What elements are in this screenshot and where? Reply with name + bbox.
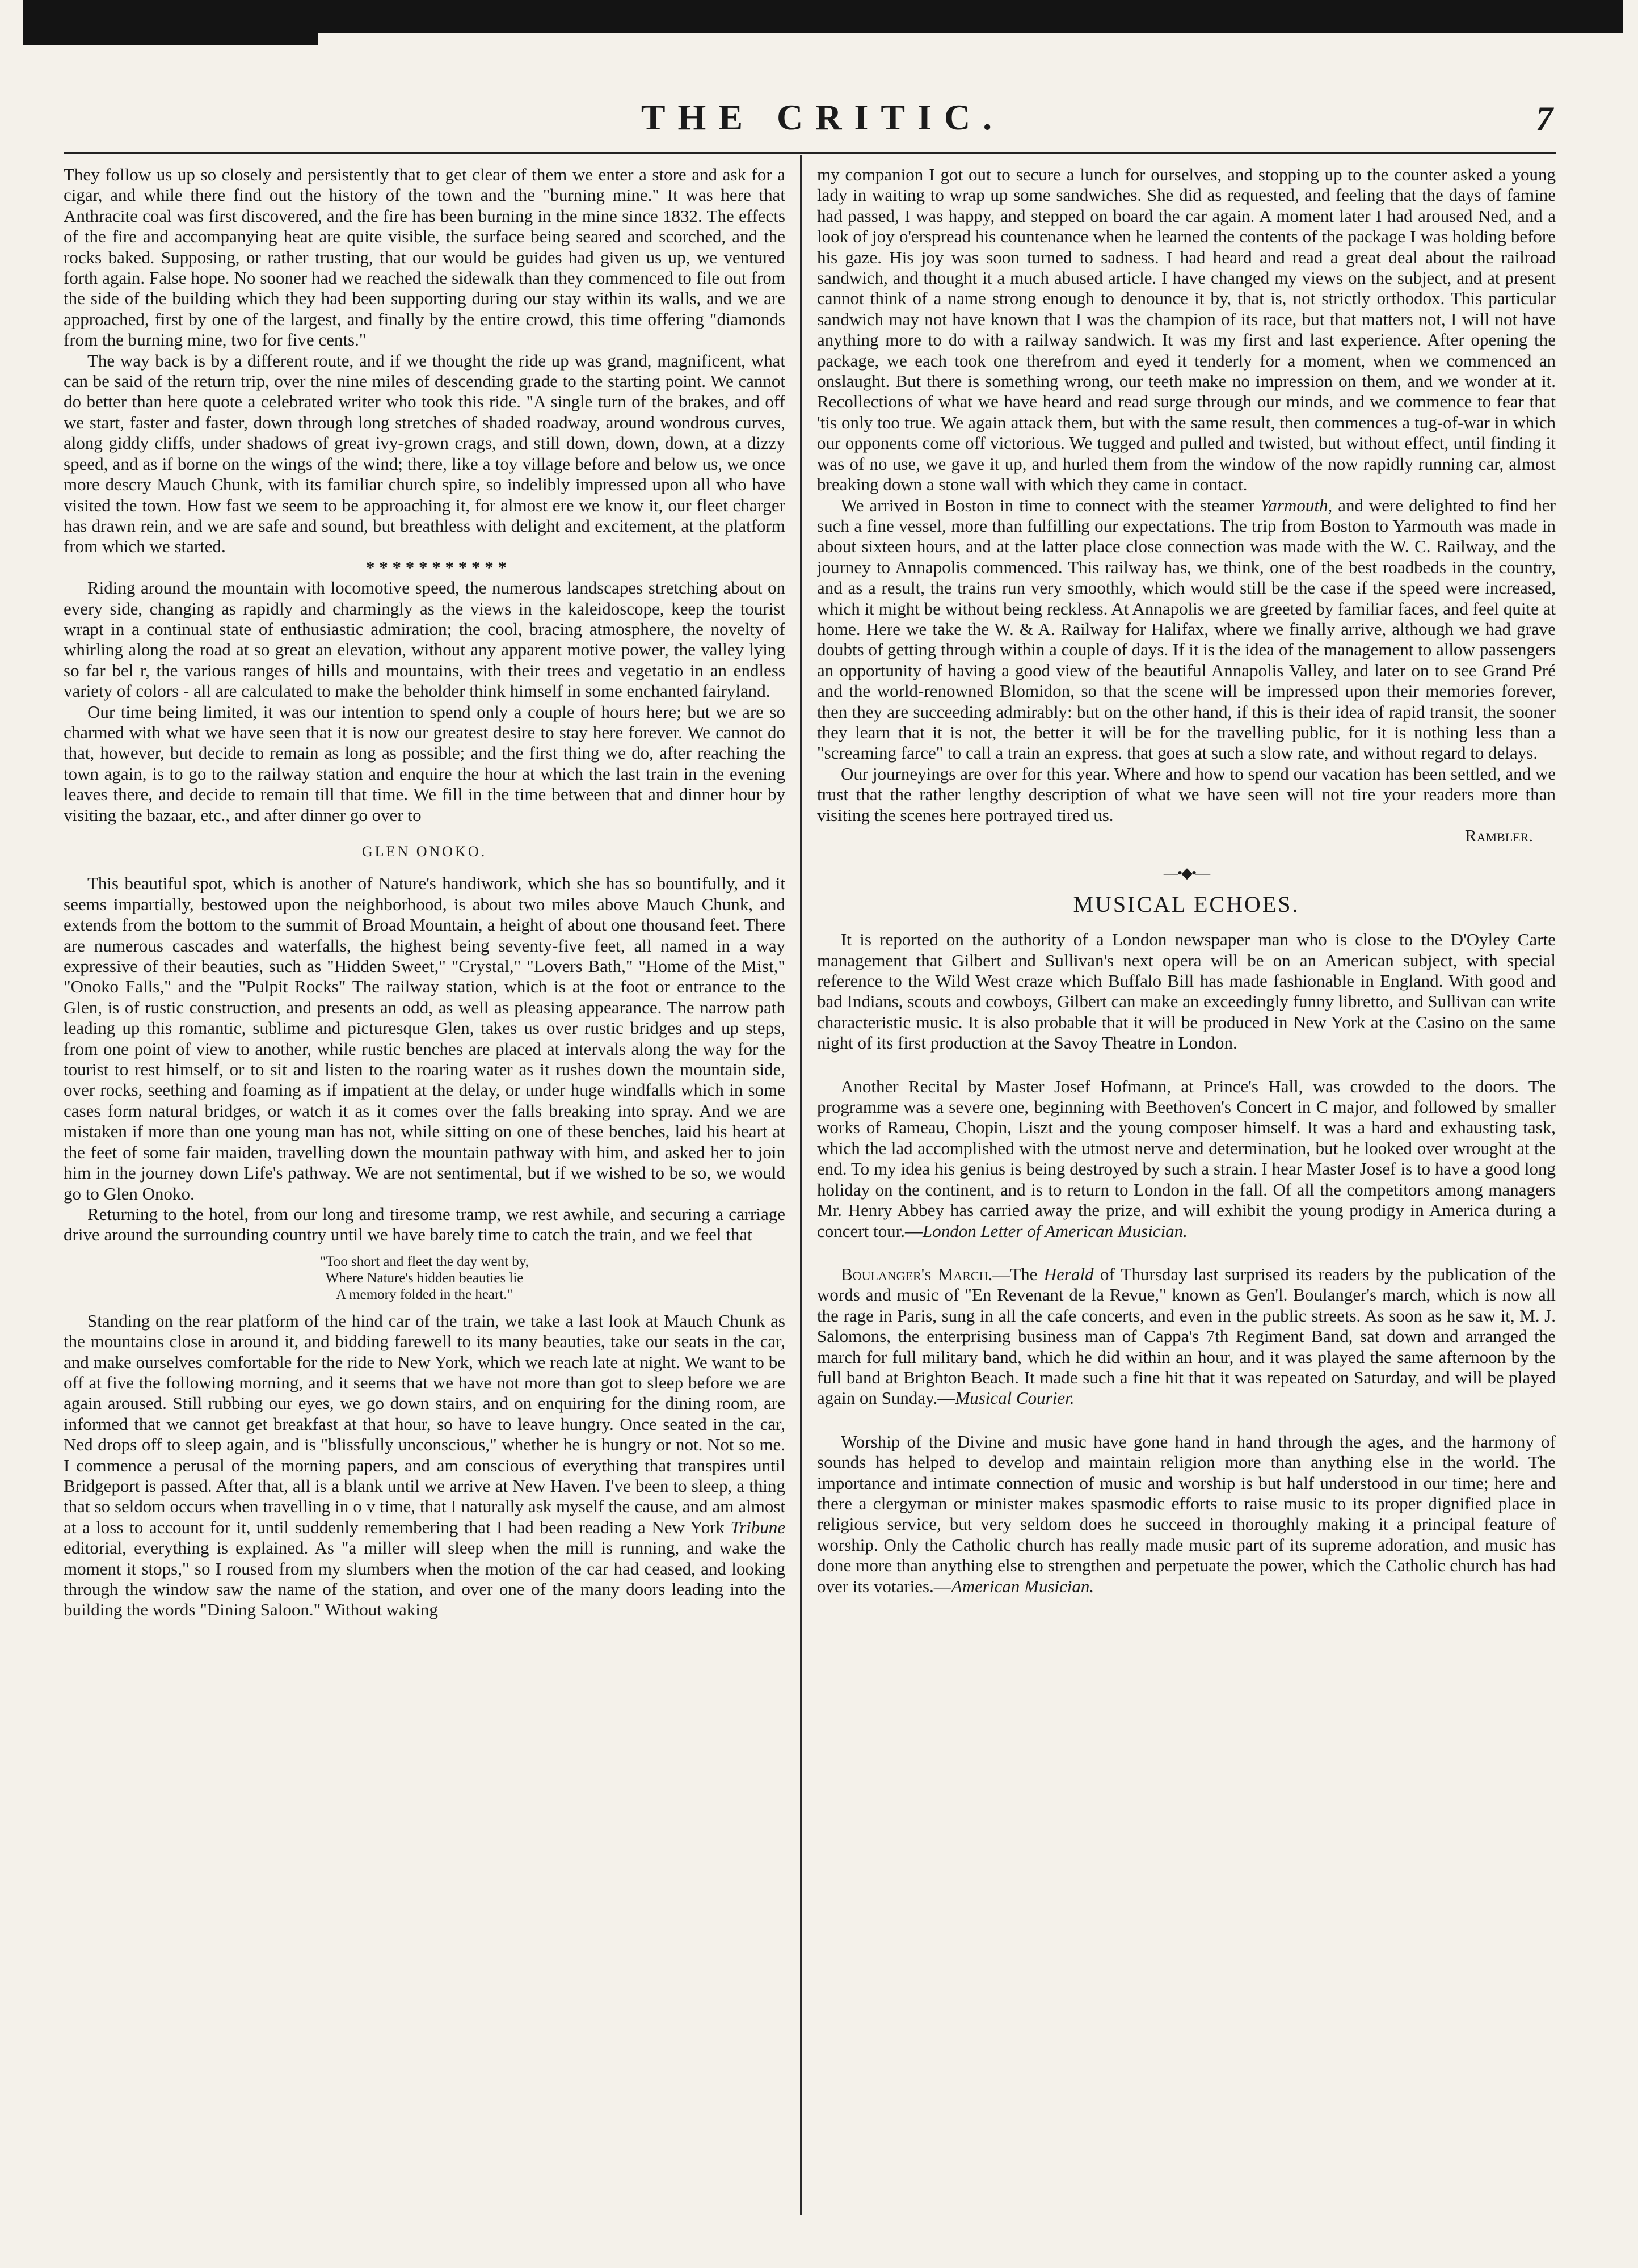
paragraph: Riding around the mountain with locomotive speed, the numerous landscapes stretching about on every side, changing as rapidly and charmingly as the views in the kaleidoscope, keep the tourist wrapt in a continual state of enthusiastic admiration; the cool, bracing atmosphere, the novelty of whirling along the road at so great an elevation, without any apparent motive power, the valley lying so far bel r, the various ranges of hills and mountains, with their trees and vegetatio in an endless variety of colors - all are calculated to make the beholder think himself in some enchanted fairyland.: [64, 578, 785, 701]
page-number: 7: [1536, 100, 1553, 137]
top-border-bar: [23, 0, 1623, 33]
section-break-stars: * * * * * * * * * * *: [366, 557, 507, 577]
paragraph-text: —The: [992, 1264, 1038, 1284]
paragraph: [817, 495, 1556, 764]
verse-line: A memory folded in the heart.": [336, 1286, 513, 1302]
top-border-tab: [23, 33, 318, 45]
left-column: [64, 165, 785, 2213]
item-lead: Boulanger's March.: [841, 1264, 993, 1284]
source-citation: Musical Courier.: [955, 1388, 1075, 1408]
paragraph: my companion I got out to secure a lunch for ourselves, and stopping up to the counter asked a young lady in waiting to wrap up some sandwiches. She did as requested, and feeling that the days of famine had passed, I was happy, and stepped on board the car again. A moment later I had aroused Ned, and a look of joy o'erspread his countenance when he learned the contents of the package I was holding before his gaze. His joy was soon turned to sadness. I had heard and read a great deal about the railroad sandwich, and thought it a much abused article. I have changed my views on the subject, and at present cannot think of a name strong enough to denounce it by, that is, not strictly orthodox. This particular sandwich may not have known that I was the champion of its race, but that matters not, I will not have anything more to do with a railway sandwich. It was my first and last experience. After opening the package, we each took one therefrom and eyed it tenderly for a moment, when we commenced an onslaught. But there is something wrong, our teeth make no impression on them, and we wonder at it. Recollections of what we have heard and read surge through our minds, and we commence to fear that 'tis only too true. We again attack them, but with the same result, then commences a tug-of-war in which our opponents come off victorious. We tugged and pulled and twisted, but without effect, until finding it was of no use, we gave it up, and hurled them from the window of the now rapidly running car, almost breaking down a stone wall with which they came in contact.: [817, 165, 1556, 495]
source-citation: American Musician.: [951, 1576, 1094, 1596]
paragraph: Returning to the hotel, from our long and tiresome tramp, we rest awhile, and securing a carriage drive around the surrounding country until we have barely time to catch the train, and we feel that: [64, 1204, 785, 1245]
paragraph: [64, 1311, 785, 1621]
source-citation: London Letter of American Musician.: [922, 1221, 1188, 1241]
paragraph: They follow us up so closely and persistently that to get clear of them we enter a store and ask for a cigar, and while there find out the history of the town and the "burning mine." It was here that Anthracite coal was first discovered, and the fire has been burning in the mine since 1832. The effects of the fire and accompanying heat are quite visible, the surface being seared and scorched, and the rocks baked. Supposing, or rather trusting, that our would be guides had given us up, we ventured forth again. False hope. No sooner had we reached the sidewalk than they commenced to file out from the side of the building which they had been supporting during our stay within its walls, and we are approached, first by one of the largest, and finally by the entire crowd, this time offering "diamonds from the burning mine, two for five cents.": [64, 165, 785, 350]
newspaper-name: Herald: [1043, 1264, 1094, 1284]
subheading-glen-onoko: GLEN ONOKO.: [361, 843, 487, 860]
masthead-title: THE CRITIC.: [641, 97, 1005, 137]
paragraph-text: Standing on the rear platform of the hind car of the train, we take a last look at Mauch Chunk as the mountains close in around it, and bidding farewell to its many beauties, take our seats in the car, and make ourselves comfortable for the ride to New York, which we reach late at night. We want to be off at five the following morning, and it seems that we have not more than got to sleep before we are again aroused. Still rubbing our eyes, we go down stairs, and on enquiring for the dining room, are informed that we cannot get breakfast at that hour, so have to leave hungry. Once seated in the car, Ned drops off to sleep again, and is "blissfully unconscious," whether he is hungry or not. Not so me. I commence a perusal of the morning papers, and am conscious of everything that transpires until Bridgeport is passed. After that, all is a blank until we arrive at New Haven. I've been to sleep, a thing that so seldom occurs when travelling in o v time, that I naturally ask myself the cause, and am almost at a loss to account for it, until suddenly remembering that I had been reading a New York: [64, 1310, 785, 1537]
paragraph-text: Another Recital by Master Josef Hofmann, at Prince's Hall, was crowded to the doors. The programme was a severe one, beginning with Beethoven's Concert in C major, and followed by smaller works of Rameau, Chopin, Liszt and the young composer himself. It was a hard and exhausting task, which the lad accomplished with the utmost nerve and determination, but he looked over wrought at the end. To my idea his genius is being destroyed by such a strain. I hear Master Josef is to have a good long holiday on the continent, and is to return to London in the fall. Of all the competitors among managers Mr. Henry Abbey has carried away the prize, and will exhibit the young prodigy in America during a concert tour.—: [817, 1076, 1556, 1241]
spacer: [817, 1054, 1556, 1076]
paragraph-text: of Thursday last surprised its readers by the publication of the words and music of "En Revenant de la Revue," known as Gen'l. Boulanger's march, which is now all the rage in Paris, sung in all the cafe concerts, and even in the public streets. As soon as he saw it, M. J. Salomons, the enterprising business man of Cappa's 7th Regiment Band, sat down and arranged the march for full military band, which he did within an hour, and it was played the same afternoon by the full band at Brighton Beach. It made such a fine hit that it was repeated on Saturday, and will be played again on Sunday.—: [817, 1264, 1556, 1408]
verse-line: Where Nature's hidden beauties lie: [325, 1270, 524, 1286]
author-signature: Rambler.: [1464, 826, 1533, 845]
section-title-musical-echoes: MUSICAL ECHOES.: [1073, 891, 1300, 917]
spacer: [817, 1409, 1556, 1432]
ship-name: Yarmouth,: [1260, 495, 1333, 515]
paragraph-text: We arrived in Boston in time to connect with the steamer: [841, 495, 1255, 515]
paragraph: It is reported on the authority of a London newspaper man who is close to the D'Oyley Carte management that Gilbert and Sullivan's next opera will be on an American subject, with special reference to the Wild West craze which Buffalo Bill has made fashionable in England. With good and bad Indians, scouts and cowboys, Gilbert can make an exceedingly funny libretto, and Sullivan can write characteristic music. It is also probable that it will be produced in New York at the Casino on the same night of its first production at the Savoy Theatre in London.: [817, 929, 1556, 1053]
paragraph: This beautiful spot, which is another of Nature's handiwork, which she has so bountifully, and it seems impartially, bestowed upon the neighborhood, is about two miles above Mauch Chunk, and extends from the bottom to the summit of Broad Mountain, a height of about one thousand feet. There are numerous cascades and waterfalls, the highest being seventy-five feet, all named in a way expressive of their beauties, such as "Hidden Sweet," "Crystal," "Lovers Bath," "Home of the Mist," "Onoko Falls," and the "Pulpit Rocks" The railway station, which is at the foot or entrance to the Glen, is of rustic construction, and presents an odd, as well as pleasing appearance. The narrow path leading up this romantic, sublime and picturesque Glen, takes us over rustic bridges and up steps, from one point of view to another, while rustic benches are placed at intervals along the way for the tourist to rest himself, or to sit and listen to the roaring water as it rushes down the mountain side, over rocks, seething and foaming as if impatient at the delay, or under huge windfalls which in some cases form natural bridges, or watch it as it comes over the falls breaking into spray. And we are mistaken if more than one young man has not, while sitting on one of these benches, laid his heart at the feet of some fair maiden, travelling down the mountain pathway with him, and asked her to join him in the journey down Life's pathway. We are not sentimental, but if we wished to be so, we would go to Glen Onoko.: [64, 873, 785, 1204]
right-column: [817, 165, 1556, 2213]
spacer: [817, 1242, 1556, 1264]
section-ornament: —•◆•—: [1163, 865, 1210, 882]
paragraph: Our time being limited, it was our intention to spend only a couple of hours here; but we are so charmed with what we have seen that it is now our greatest desire to stay here forever. We cannot do that, however, but decide to remain as long as possible; and the first thing we do, after reaching the town again, is to go to the railway station and enquire the hour at which the last train in the evening leaves there, and decide to remain till that time. We fill in the time between that and dinner hour by visiting the bazaar, etc., and after dinner go over to: [64, 701, 785, 825]
newspaper-name: Tribune: [730, 1517, 785, 1537]
paragraph: The way back is by a different route, and if we thought the ride up was grand, magnificent, what can be said of the return trip, over the nine miles of descending grade to the starting point. We cannot do better than here quote a celebrated writer who took this ride. "A single turn of the brakes, and off we start, faster and faster, down through long stretches of shaded roadway, around wondrous curves, along giddy cliffs, under shadows of great ivy-grown crags, and still down, down, down, at a dizzy speed, and as if borne on the wings of the wind; there, like a toy village before and below us, we once more descry Mauch Chunk, with its familiar church spire, so indelibly impressed upon all who have visited the town. How fast we seem to be approaching it, for almost ere we know it, our fleet charger has drawn rein, and we are safe and sound, but breathless with delight and excitement, at the platform from which we started.: [64, 350, 785, 557]
paragraph: [817, 1076, 1556, 1242]
paragraph-text: editorial, everything is explained. As "a miller will sleep when the mill is running, and wake the moment it stops," so I roused from my slumbers when the motion of the car had ceased, and looking through the window saw the name of the station, and over one of the many doors leading into the building the words "Dining Saloon." Without waking: [64, 1538, 785, 1620]
paragraph-text: and were delighted to find her such a fine vessel, more than fulfilling our expectations. The trip from Boston to Yarmouth was made in about sixteen hours, and at the latter place close connection was made with the W. C. Railway, and the journey to Annapolis commenced. This railway has, we think, one of the best roadbeds in the country, and as a result, the trains run very smoothly, which would still be the case if the speed were increased, which it might be without being reckless. At Annapolis we are greeted by familiar faces, and feel quite at home. Here we take the W. & A. Railway for Halifax, where we finally arrive, although we had grave doubts of getting through within a couple of days. If it is the idea of the management to allow passengers an opportunity of having a good view of the beautiful Annapolis Valley, and later on to see Grand Pré and the world-renowned Blomidon, so that the scene will be impressed upon their memories forever, then they are succeeding admirably: but on the other hand, if this is their idea of rapid transit, the sooner they learn that it is not, the better it will be for the travelling public, for it is nothing less than a "screaming farce" to call a train an express. that goes at such a slow rate, and without regard to delays.: [817, 495, 1556, 763]
verse-quote: [64, 1253, 785, 1303]
verse-line: "Too short and fleet the day went by,: [320, 1253, 529, 1269]
paragraph-text: Worship of the Divine and music have gone hand in hand through the ages, and the harmony of sounds has helped to develop and maintain religion more than anything else in the world. The importance and intimate connection of music and worship is but half understood in our time; here and there a clergyman or minister makes spasmodic efforts to raise music to its proper dignified place in religious service, but very seldom does he succeed in thoroughly making it a principal feature of worship. Only the Catholic church has really made music part of its supreme adoration, and music has done more than anything else to strengthen and perpetuate the power, which the Catholic church has had over its votaries.—: [817, 1431, 1556, 1596]
column-divider: [800, 155, 802, 2215]
paragraph: [817, 1264, 1556, 1409]
header-rule: [64, 152, 1556, 154]
paragraph: Our journeyings are over for this year. Where and how to spend our vacation has been settled, and we trust that the rather lengthy description of what we have seen will not tire your readers more than visiting the scenes here portrayed tired us.: [817, 763, 1556, 825]
paragraph: [817, 1432, 1556, 1597]
